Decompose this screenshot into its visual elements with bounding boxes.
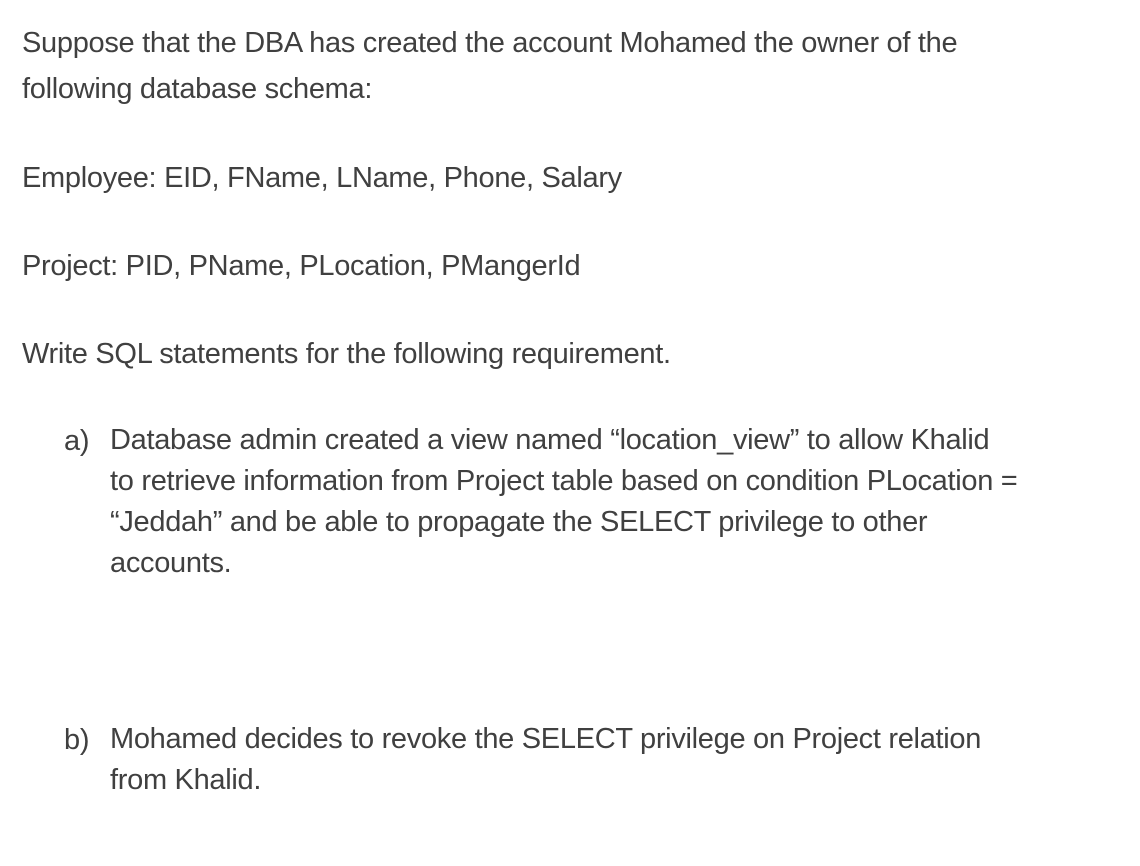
item-a-text	[110, 420, 1110, 584]
item-a-line-2: to retrieve information from Project table based on condition PLocation =	[110, 465, 1018, 497]
item-a-line-3: “Jeddah” and be able to propagate the SELECT privilege to other	[110, 506, 928, 538]
intro-line-2: following database schema:	[22, 73, 373, 105]
item-a-line-1: Database admin created a view named “location_view” to allow Khalid	[110, 424, 990, 456]
schema-project: Project: PID, PName, PLocation, PMangerId	[22, 250, 581, 282]
item-b-line-2: from Khalid.	[110, 764, 262, 796]
instruction-text: Write SQL statements for the following requirement.	[22, 338, 671, 370]
item-b-text	[110, 719, 1110, 801]
intro-line-1: Suppose that the DBA has created the account Mohamed the owner of the	[22, 27, 958, 59]
item-b-line-1: Mohamed decides to revoke the SELECT privilege on Project relation	[110, 723, 982, 755]
item-a-label: a)	[64, 425, 90, 457]
item-a-line-4: accounts.	[110, 547, 232, 579]
schema-employee: Employee: EID, FName, LName, Phone, Salary	[22, 162, 622, 194]
item-b-label: b)	[64, 724, 90, 756]
